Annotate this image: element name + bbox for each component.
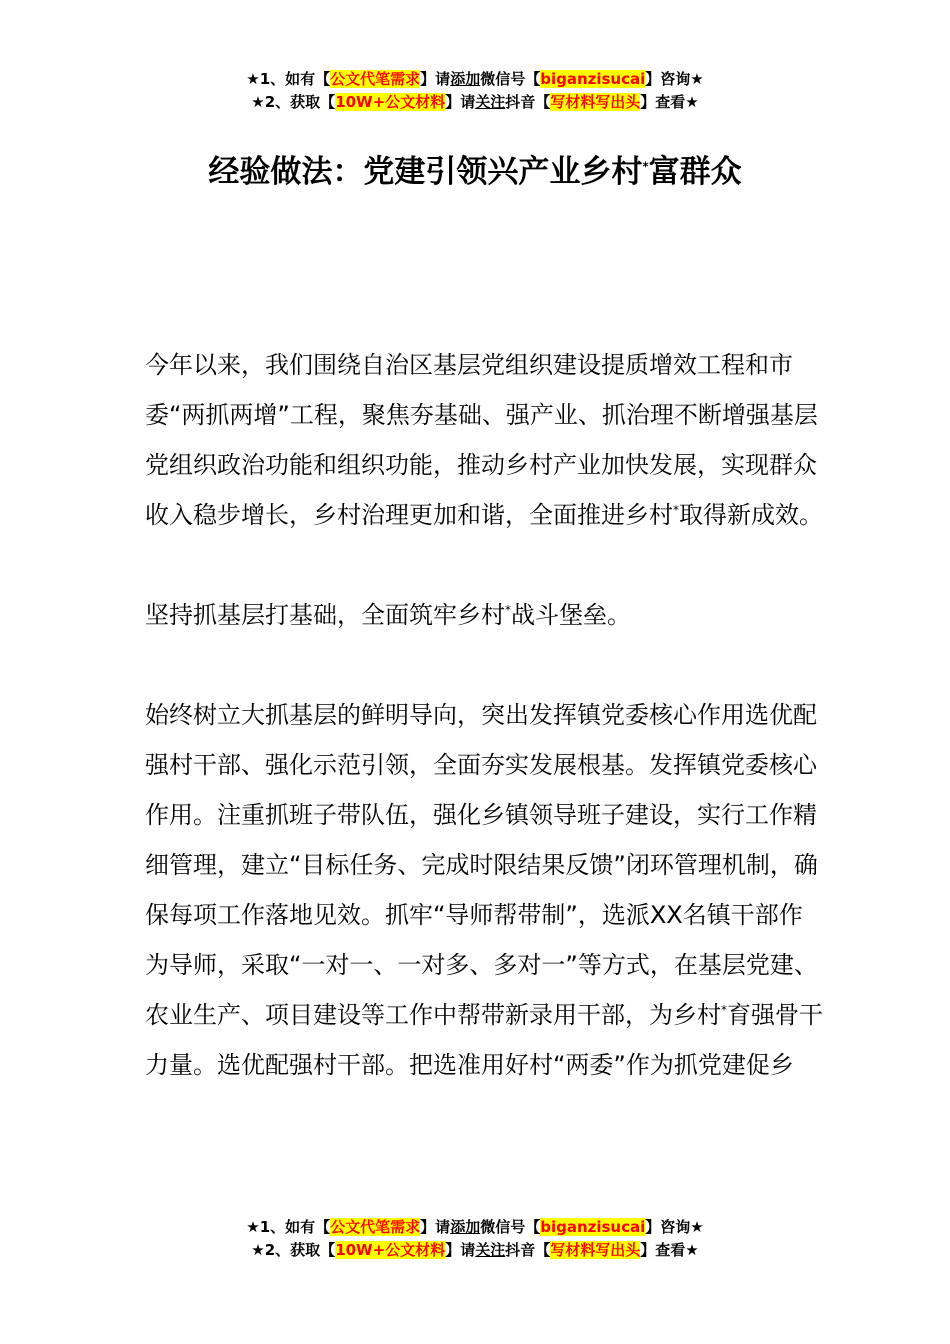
promo-footer xyxy=(0,1216,950,1262)
promo-highlight: 公文代笔需求 xyxy=(330,1218,421,1236)
wechat-id: biganzisucai xyxy=(540,70,646,88)
promo-line-2: ★2、获取【10W+公文材料】请关注抖音【写材料写出头】查看★ xyxy=(251,1241,699,1259)
promo-highlight: 公文代笔需求 xyxy=(330,70,421,88)
promo-line-1: ★1、如有【公文代笔需求】请添加微信号【biganzisucai】咨询★ xyxy=(246,1218,704,1236)
promo-highlight: 10W+公文材料 xyxy=(335,93,446,111)
promo-line-1: ★1、如有【公文代笔需求】请添加微信号【biganzisucai】咨询★ xyxy=(246,70,704,88)
paragraph-body: 始终树立大抓基层的鲜明导向，突出发挥镇党委核心作用选优配强村干部、强化示范引领，全面夯实发展根基。发挥镇党委核心作用。注重抓班子带队伍，强化乡镇领导班子建设，实行工作精细管理，建立“目标任务、完成时限结果反馈”闭环管理机制，确保每项工作落地见效。抓牢“导师帮带制”，选派XX名镇干部作为导师，采取“一对一、一对多、多对一”等方式，在基层党建、农业生产、项目建设等工作中帮带新录用干部，为乡村*育强骨干力量。选优配强村干部。把选准用好村“两委”作为抓党建促乡 xyxy=(145,701,823,1079)
paragraph-intro: 今年以来，我们围绕自治区基层党组织建设提质增效工程和市委“两抓两增”工程，聚焦夯基础、强产业、抓治理不断增强基层党组织政治功能和组织功能，推动乡村产业加快发展，实现群众收入稳步增长，乡村治理更加和谐，全面推进乡村*取得新成效。 xyxy=(145,351,823,529)
document-body xyxy=(145,340,825,1090)
promo-line-2: ★2、获取【10W+公文材料】请关注抖音【写材料写出头】查看★ xyxy=(251,93,699,111)
douyin-id: 写材料写出头 xyxy=(550,93,641,111)
douyin-id: 写材料写出头 xyxy=(550,1241,641,1259)
page-title: 经验做法：党建引领兴产业乡村*富群众 xyxy=(208,154,742,190)
promo-highlight: 10W+公文材料 xyxy=(335,1241,446,1259)
section-heading: 坚持抓基层打基础，全面筑牢乡村*战斗堡垒。 xyxy=(145,601,631,629)
promo-header xyxy=(0,68,950,114)
wechat-id: biganzisucai xyxy=(540,1218,646,1236)
